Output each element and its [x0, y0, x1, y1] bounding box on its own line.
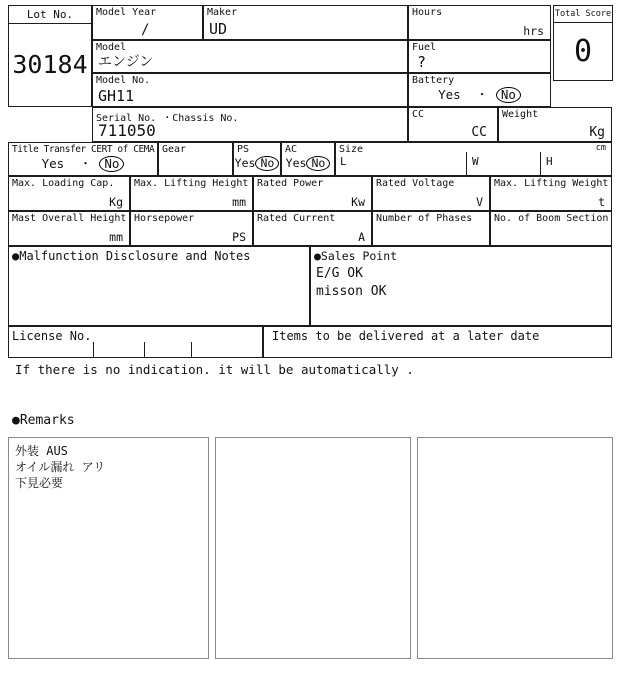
- mast-overall-height-cell: [8, 211, 130, 246]
- horsepower-label: Horsepower: [134, 213, 195, 224]
- mast-overall-height-unit: mm: [109, 230, 123, 244]
- gear-cell: [158, 142, 233, 176]
- max-loading-cap-unit: Kg: [109, 195, 123, 209]
- title-transfer-label: Title Transfer CERT of CEMA: [12, 144, 155, 155]
- rated-voltage-label: Rated Voltage: [376, 178, 455, 189]
- footnote-text: If there is no indication. it will be automatically .: [15, 362, 414, 377]
- remarks-line: 外装 AUS: [15, 444, 68, 458]
- max-lifting-weight-unit: t: [598, 195, 605, 209]
- title-transfer-yes: Yes: [41, 155, 65, 171]
- maker-value: UD: [209, 20, 228, 38]
- ac-cell: [281, 142, 335, 176]
- max-lifting-weight-label: Max. Lifting Weight: [494, 178, 609, 189]
- fuel-cell: [408, 40, 551, 73]
- title-transfer-cell: [8, 142, 158, 176]
- license-divider: [93, 342, 94, 357]
- rated-current-label: Rated Current: [257, 213, 336, 224]
- hours-unit: hrs: [523, 24, 544, 38]
- battery-label: Battery: [412, 75, 455, 86]
- sales-point-cell: [310, 246, 612, 326]
- max-loading-cap-cell: [8, 176, 130, 211]
- number-of-phases-cell: [372, 211, 490, 246]
- rated-power-unit: Kw: [351, 195, 365, 209]
- battery-separator: ・: [475, 86, 489, 102]
- model-no-cell: [92, 73, 408, 107]
- size-label: Size: [339, 144, 364, 155]
- lot-no-cell: [8, 5, 92, 107]
- serial-no-cell: [92, 107, 408, 142]
- sales-point-line: E/G OK: [316, 266, 363, 281]
- ac-no-circled: No: [306, 156, 330, 171]
- malfunction-cell: [8, 246, 310, 326]
- maker-cell: [203, 5, 408, 40]
- max-lifting-height-cell: [130, 176, 253, 211]
- hours-label: Hours: [412, 7, 443, 18]
- serial-no-value: 711050: [98, 121, 156, 140]
- remarks-label: ●Remarks: [12, 413, 75, 428]
- model-no-label: Model No.: [96, 75, 151, 86]
- model-value: エンジン: [98, 54, 154, 70]
- sales-point-line: misson OK: [316, 284, 387, 299]
- battery-value: [409, 85, 550, 103]
- ps-yes: Yes: [234, 155, 256, 170]
- license-divider: [144, 342, 145, 357]
- rated-voltage-unit: V: [476, 195, 483, 209]
- malfunction-label: ●Malfunction Disclosure and Notes: [12, 249, 251, 263]
- remarks-box-3: [417, 437, 613, 659]
- hours-cell: [408, 5, 551, 40]
- horsepower-cell: [130, 211, 253, 246]
- cc-cell: [408, 107, 498, 142]
- max-loading-cap-label: Max. Loading Cap.: [12, 178, 115, 189]
- lot-no-value: 30184: [12, 50, 88, 79]
- remarks-box-2: [215, 437, 411, 659]
- battery-yes: Yes: [438, 86, 461, 102]
- model-no-value: GH11: [98, 87, 135, 105]
- mast-overall-height-label: Mast Overall Height: [12, 213, 127, 224]
- size-w-label: W: [472, 155, 479, 168]
- ac-label: AC: [285, 144, 298, 155]
- boom-section-label: No. of Boom Section: [494, 213, 609, 224]
- size-unit: cm: [595, 143, 606, 153]
- lot-no-label: Lot No.: [9, 6, 91, 24]
- weight-label: Weight: [502, 109, 539, 120]
- ac-yes: Yes: [285, 155, 307, 170]
- boom-section-cell: [490, 211, 612, 246]
- title-transfer-value: [9, 154, 157, 172]
- remarks-line: 下見必要: [15, 476, 64, 491]
- battery-cell: [408, 73, 551, 107]
- cc-label: CC: [412, 109, 425, 120]
- items-later-label: Items to be delivered at a later date: [272, 329, 540, 343]
- rated-current-cell: [253, 211, 372, 246]
- fuel-label: Fuel: [412, 42, 437, 53]
- rated-power-cell: [253, 176, 372, 211]
- size-cell: [335, 142, 612, 176]
- license-divider: [191, 342, 192, 357]
- ps-cell: [233, 142, 281, 176]
- model-year-label: Model Year: [96, 7, 157, 18]
- remarks-line: オイル漏れ アリ: [15, 460, 106, 475]
- size-divider-wh: [540, 152, 541, 175]
- serial-no-label: Serial No. ・Chassis No.: [96, 113, 239, 124]
- weight-cell: [498, 107, 612, 142]
- model-cell: [92, 40, 408, 73]
- ac-value: [282, 156, 334, 171]
- ps-value: [234, 156, 280, 171]
- ps-no-circled: No: [255, 156, 279, 171]
- total-score-label: Total Score: [554, 6, 612, 23]
- items-later-cell: [263, 326, 612, 358]
- maker-label: Maker: [207, 7, 238, 18]
- horsepower-unit: PS: [232, 230, 246, 244]
- max-lifting-height-unit: mm: [232, 195, 246, 209]
- total-score-value: 0: [573, 33, 593, 69]
- license-no-cell: [8, 326, 263, 358]
- battery-no-circled: No: [496, 87, 521, 103]
- license-no-label: License No.: [12, 329, 92, 343]
- size-h-label: H: [546, 155, 553, 168]
- title-transfer-separator: ・: [79, 155, 92, 171]
- max-lifting-height-label: Max. Lifting Height: [134, 178, 249, 189]
- number-of-phases-label: Number of Phases: [376, 213, 473, 224]
- remarks-box-1: [8, 437, 209, 659]
- model-year-cell: [92, 5, 203, 40]
- rated-current-unit: A: [358, 230, 365, 244]
- ps-label: PS: [237, 144, 250, 155]
- model-label: Model: [96, 42, 127, 53]
- max-lifting-weight-cell: [490, 176, 612, 211]
- total-score-cell: [553, 5, 613, 81]
- sales-point-label: ●Sales Point: [314, 249, 398, 263]
- rated-voltage-cell: [372, 176, 490, 211]
- gear-label: Gear: [162, 144, 187, 155]
- model-year-value: /: [141, 22, 150, 38]
- rated-power-label: Rated Power: [257, 178, 324, 189]
- cc-unit: CC: [471, 125, 487, 140]
- fuel-value: ?: [417, 53, 427, 71]
- size-l-label: L: [340, 155, 347, 168]
- size-divider-lw: [466, 152, 467, 175]
- weight-unit: Kg: [589, 125, 605, 140]
- title-transfer-no-circled: No: [99, 156, 124, 172]
